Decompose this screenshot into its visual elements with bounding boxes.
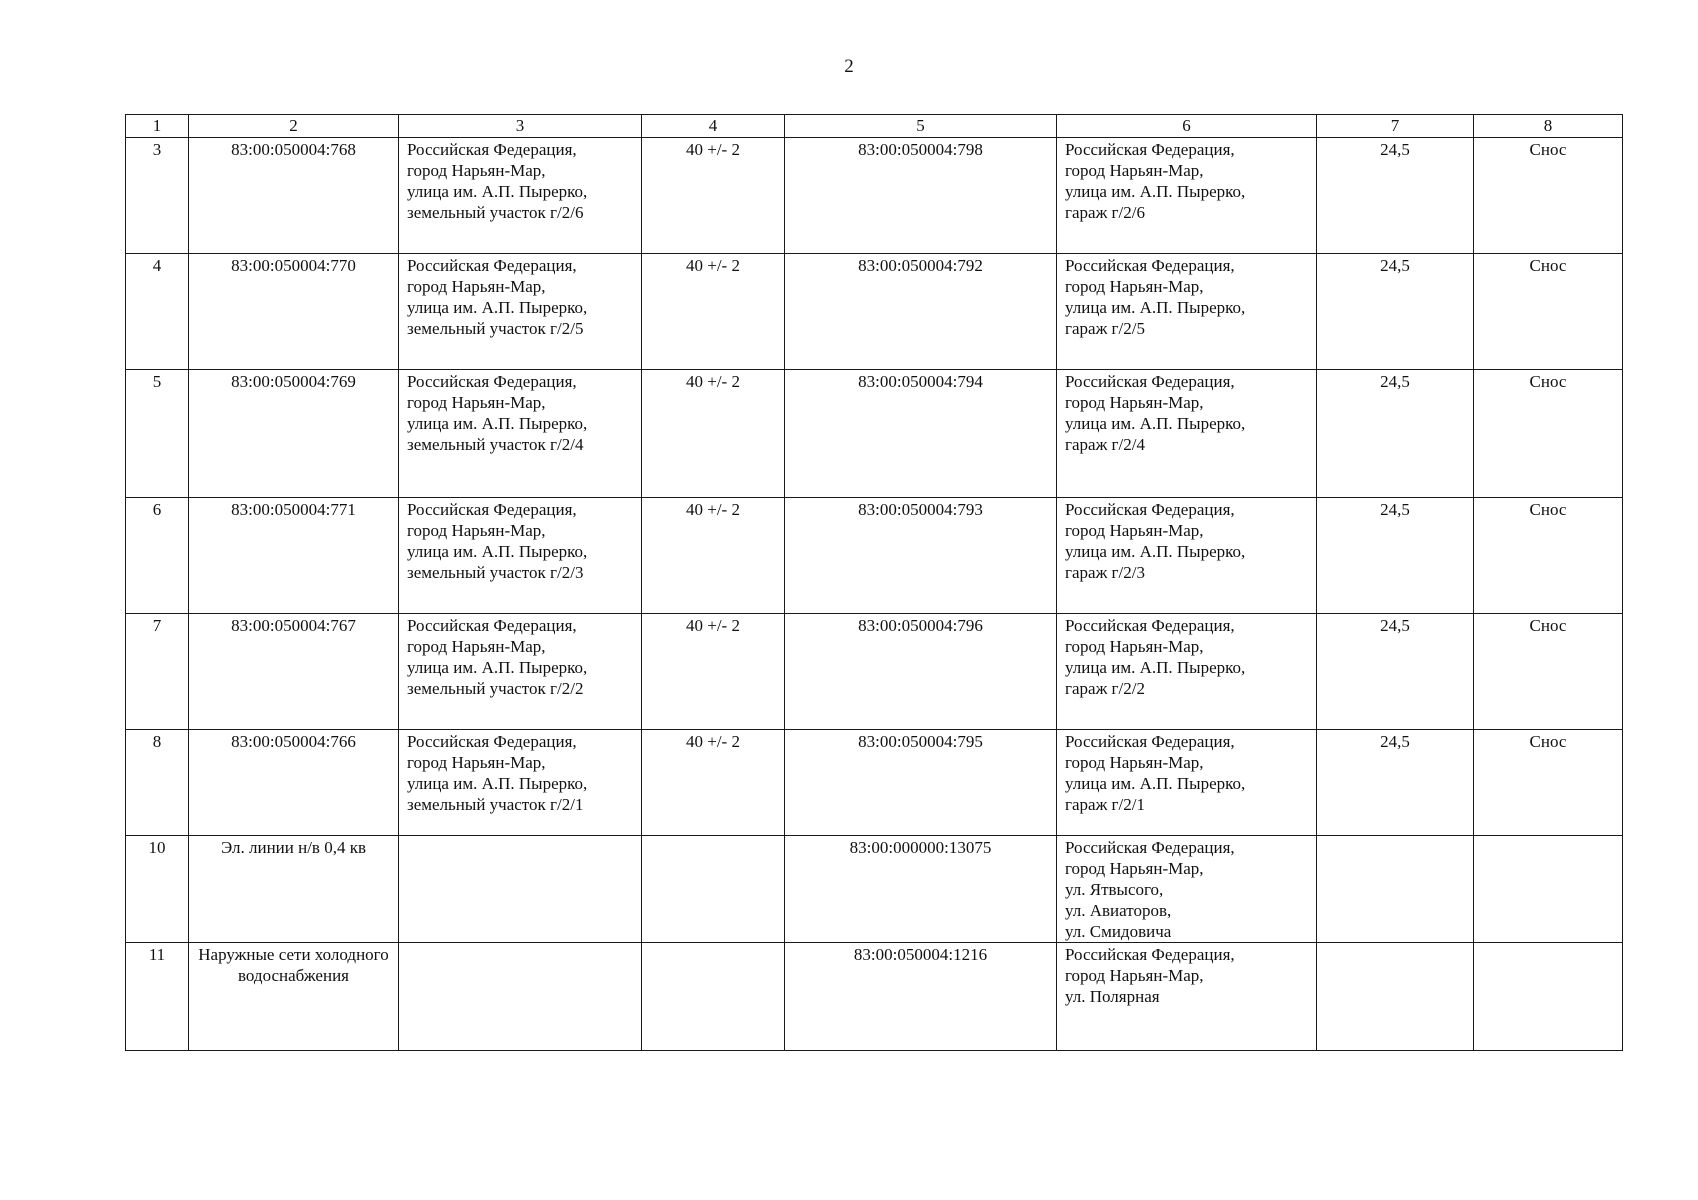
address-line: ул. Авиаторов, [1065,901,1172,920]
object-area [1317,836,1474,943]
network-object-name: Наружные сети холодного водоснабжения [189,943,399,1051]
address-line: город Нарьян-Мар, [1065,637,1204,656]
address-line: Российская Федерация, [1065,945,1235,964]
address-line: Российская Федерация, [1065,616,1235,635]
address-line: улица им. А.П. Пырерко, [1065,542,1246,561]
address-line: Российская Федерация, [407,140,577,159]
address-line: Российская Федерация, [1065,838,1235,857]
object-cadastral-number: 83:00:000000:13075 [785,836,1057,943]
object-cadastral-number: 83:00:050004:798 [785,138,1057,254]
planned-action: Снос [1474,498,1623,614]
column-header: 3 [399,115,642,138]
land-address [399,943,642,1051]
address-line: земельный участок г/2/4 [407,435,584,454]
address-line: гараж г/2/3 [1065,563,1145,582]
planned-action [1474,836,1623,943]
address-line: улица им. А.П. Пырерко, [407,298,588,317]
land-address [399,138,642,254]
address-line: ул. Ятвысого, [1065,880,1164,899]
object-cadastral-number: 83:00:050004:794 [785,370,1057,498]
object-area: 24,5 [1317,254,1474,370]
address-line: земельный участок г/2/5 [407,319,584,338]
address-line: земельный участок г/2/6 [407,203,584,222]
land-area: 40 +/- 2 [642,138,785,254]
land-area: 40 +/- 2 [642,498,785,614]
row-number: 6 [126,498,189,614]
address-line: улица им. А.П. Пырерко, [407,414,588,433]
object-cadastral-number: 83:00:050004:796 [785,614,1057,730]
land-cadastral-number: 83:00:050004:768 [189,138,399,254]
address-line: город Нарьян-Мар, [407,277,546,296]
address-line: Российская Федерация, [1065,500,1235,519]
registry-table [125,114,1623,1051]
table-row [126,614,1623,730]
address-line: Российская Федерация, [1065,256,1235,275]
address-line: гараж г/2/1 [1065,795,1145,814]
column-header: 6 [1057,115,1317,138]
address-line: город Нарьян-Мар, [1065,966,1204,985]
table-row [126,254,1623,370]
object-address [1057,836,1317,943]
table-row [126,836,1623,943]
address-line: город Нарьян-Мар, [1065,753,1204,772]
land-area [642,836,785,943]
object-area [1317,943,1474,1051]
address-line: гараж г/2/2 [1065,679,1145,698]
address-line: ул. Смидовича [1065,922,1172,941]
table-row [126,943,1623,1051]
land-cadastral-number: 83:00:050004:767 [189,614,399,730]
address-line: Российская Федерация, [407,256,577,275]
land-area: 40 +/- 2 [642,730,785,836]
row-number: 10 [126,836,189,943]
object-address [1057,138,1317,254]
address-line: город Нарьян-Мар, [407,637,546,656]
address-line: Российская Федерация, [1065,372,1235,391]
land-cadastral-number: 83:00:050004:771 [189,498,399,614]
address-line: город Нарьян-Мар, [1065,161,1204,180]
address-line: Российская Федерация, [407,500,577,519]
land-address [399,370,642,498]
header-row [126,115,1623,138]
land-address [399,498,642,614]
land-address [399,614,642,730]
object-cadastral-number: 83:00:050004:793 [785,498,1057,614]
object-address [1057,370,1317,498]
address-line: земельный участок г/2/2 [407,679,584,698]
land-cadastral-number: 83:00:050004:766 [189,730,399,836]
column-header: 5 [785,115,1057,138]
column-header: 4 [642,115,785,138]
address-line: город Нарьян-Мар, [407,753,546,772]
object-cadastral-number: 83:00:050004:1216 [785,943,1057,1051]
land-address [399,730,642,836]
address-line: гараж г/2/6 [1065,203,1145,222]
planned-action: Снос [1474,730,1623,836]
column-header: 7 [1317,115,1474,138]
row-number: 11 [126,943,189,1051]
object-address [1057,254,1317,370]
address-line: город Нарьян-Мар, [1065,521,1204,540]
land-area: 40 +/- 2 [642,254,785,370]
address-line: Российская Федерация, [407,616,577,635]
land-address [399,836,642,943]
planned-action: Снос [1474,370,1623,498]
object-area: 24,5 [1317,498,1474,614]
object-area: 24,5 [1317,614,1474,730]
planned-action [1474,943,1623,1051]
object-address [1057,730,1317,836]
row-number: 4 [126,254,189,370]
address-line: Российская Федерация, [407,732,577,751]
object-address [1057,498,1317,614]
address-line: улица им. А.П. Пырерко, [407,774,588,793]
planned-action: Снос [1474,138,1623,254]
land-address [399,254,642,370]
land-area [642,943,785,1051]
row-number: 3 [126,138,189,254]
address-line: город Нарьян-Мар, [407,393,546,412]
network-object-name: Эл. линии н/в 0,4 кв [189,836,399,943]
table-row [126,370,1623,498]
land-area: 40 +/- 2 [642,370,785,498]
address-line: гараж г/2/4 [1065,435,1145,454]
row-number: 7 [126,614,189,730]
page-number: 2 [844,56,854,77]
address-line: улица им. А.П. Пырерко, [1065,774,1246,793]
address-line: Российская Федерация, [407,372,577,391]
address-line: город Нарьян-Мар, [1065,393,1204,412]
address-line: улица им. А.П. Пырерко, [1065,658,1246,677]
column-header: 2 [189,115,399,138]
address-line: улица им. А.П. Пырерко, [407,182,588,201]
planned-action: Снос [1474,614,1623,730]
address-line: Российская Федерация, [1065,140,1235,159]
address-line: город Нарьян-Мар, [407,161,546,180]
object-area: 24,5 [1317,370,1474,498]
address-line: улица им. А.П. Пырерко, [1065,298,1246,317]
address-line: город Нарьян-Мар, [407,521,546,540]
address-line: земельный участок г/2/3 [407,563,584,582]
address-line: улица им. А.П. Пырерко, [1065,182,1246,201]
address-line: город Нарьян-Мар, [1065,859,1204,878]
address-line: Российская Федерация, [1065,732,1235,751]
column-header: 1 [126,115,189,138]
column-header: 8 [1474,115,1623,138]
planned-action: Снос [1474,254,1623,370]
address-line: город Нарьян-Мар, [1065,277,1204,296]
row-number: 8 [126,730,189,836]
object-cadastral-number: 83:00:050004:792 [785,254,1057,370]
land-cadastral-number: 83:00:050004:770 [189,254,399,370]
table-row [126,498,1623,614]
address-line: гараж г/2/5 [1065,319,1145,338]
table-row [126,138,1623,254]
table-row [126,730,1623,836]
address-line: улица им. А.П. Пырерко, [407,542,588,561]
object-area: 24,5 [1317,138,1474,254]
row-number: 5 [126,370,189,498]
address-line: ул. Полярная [1065,987,1160,1006]
object-cadastral-number: 83:00:050004:795 [785,730,1057,836]
land-cadastral-number: 83:00:050004:769 [189,370,399,498]
object-address [1057,943,1317,1051]
address-line: улица им. А.П. Пырерко, [1065,414,1246,433]
address-line: земельный участок г/2/1 [407,795,584,814]
address-line: улица им. А.П. Пырерко, [407,658,588,677]
object-address [1057,614,1317,730]
land-area: 40 +/- 2 [642,614,785,730]
object-area: 24,5 [1317,730,1474,836]
